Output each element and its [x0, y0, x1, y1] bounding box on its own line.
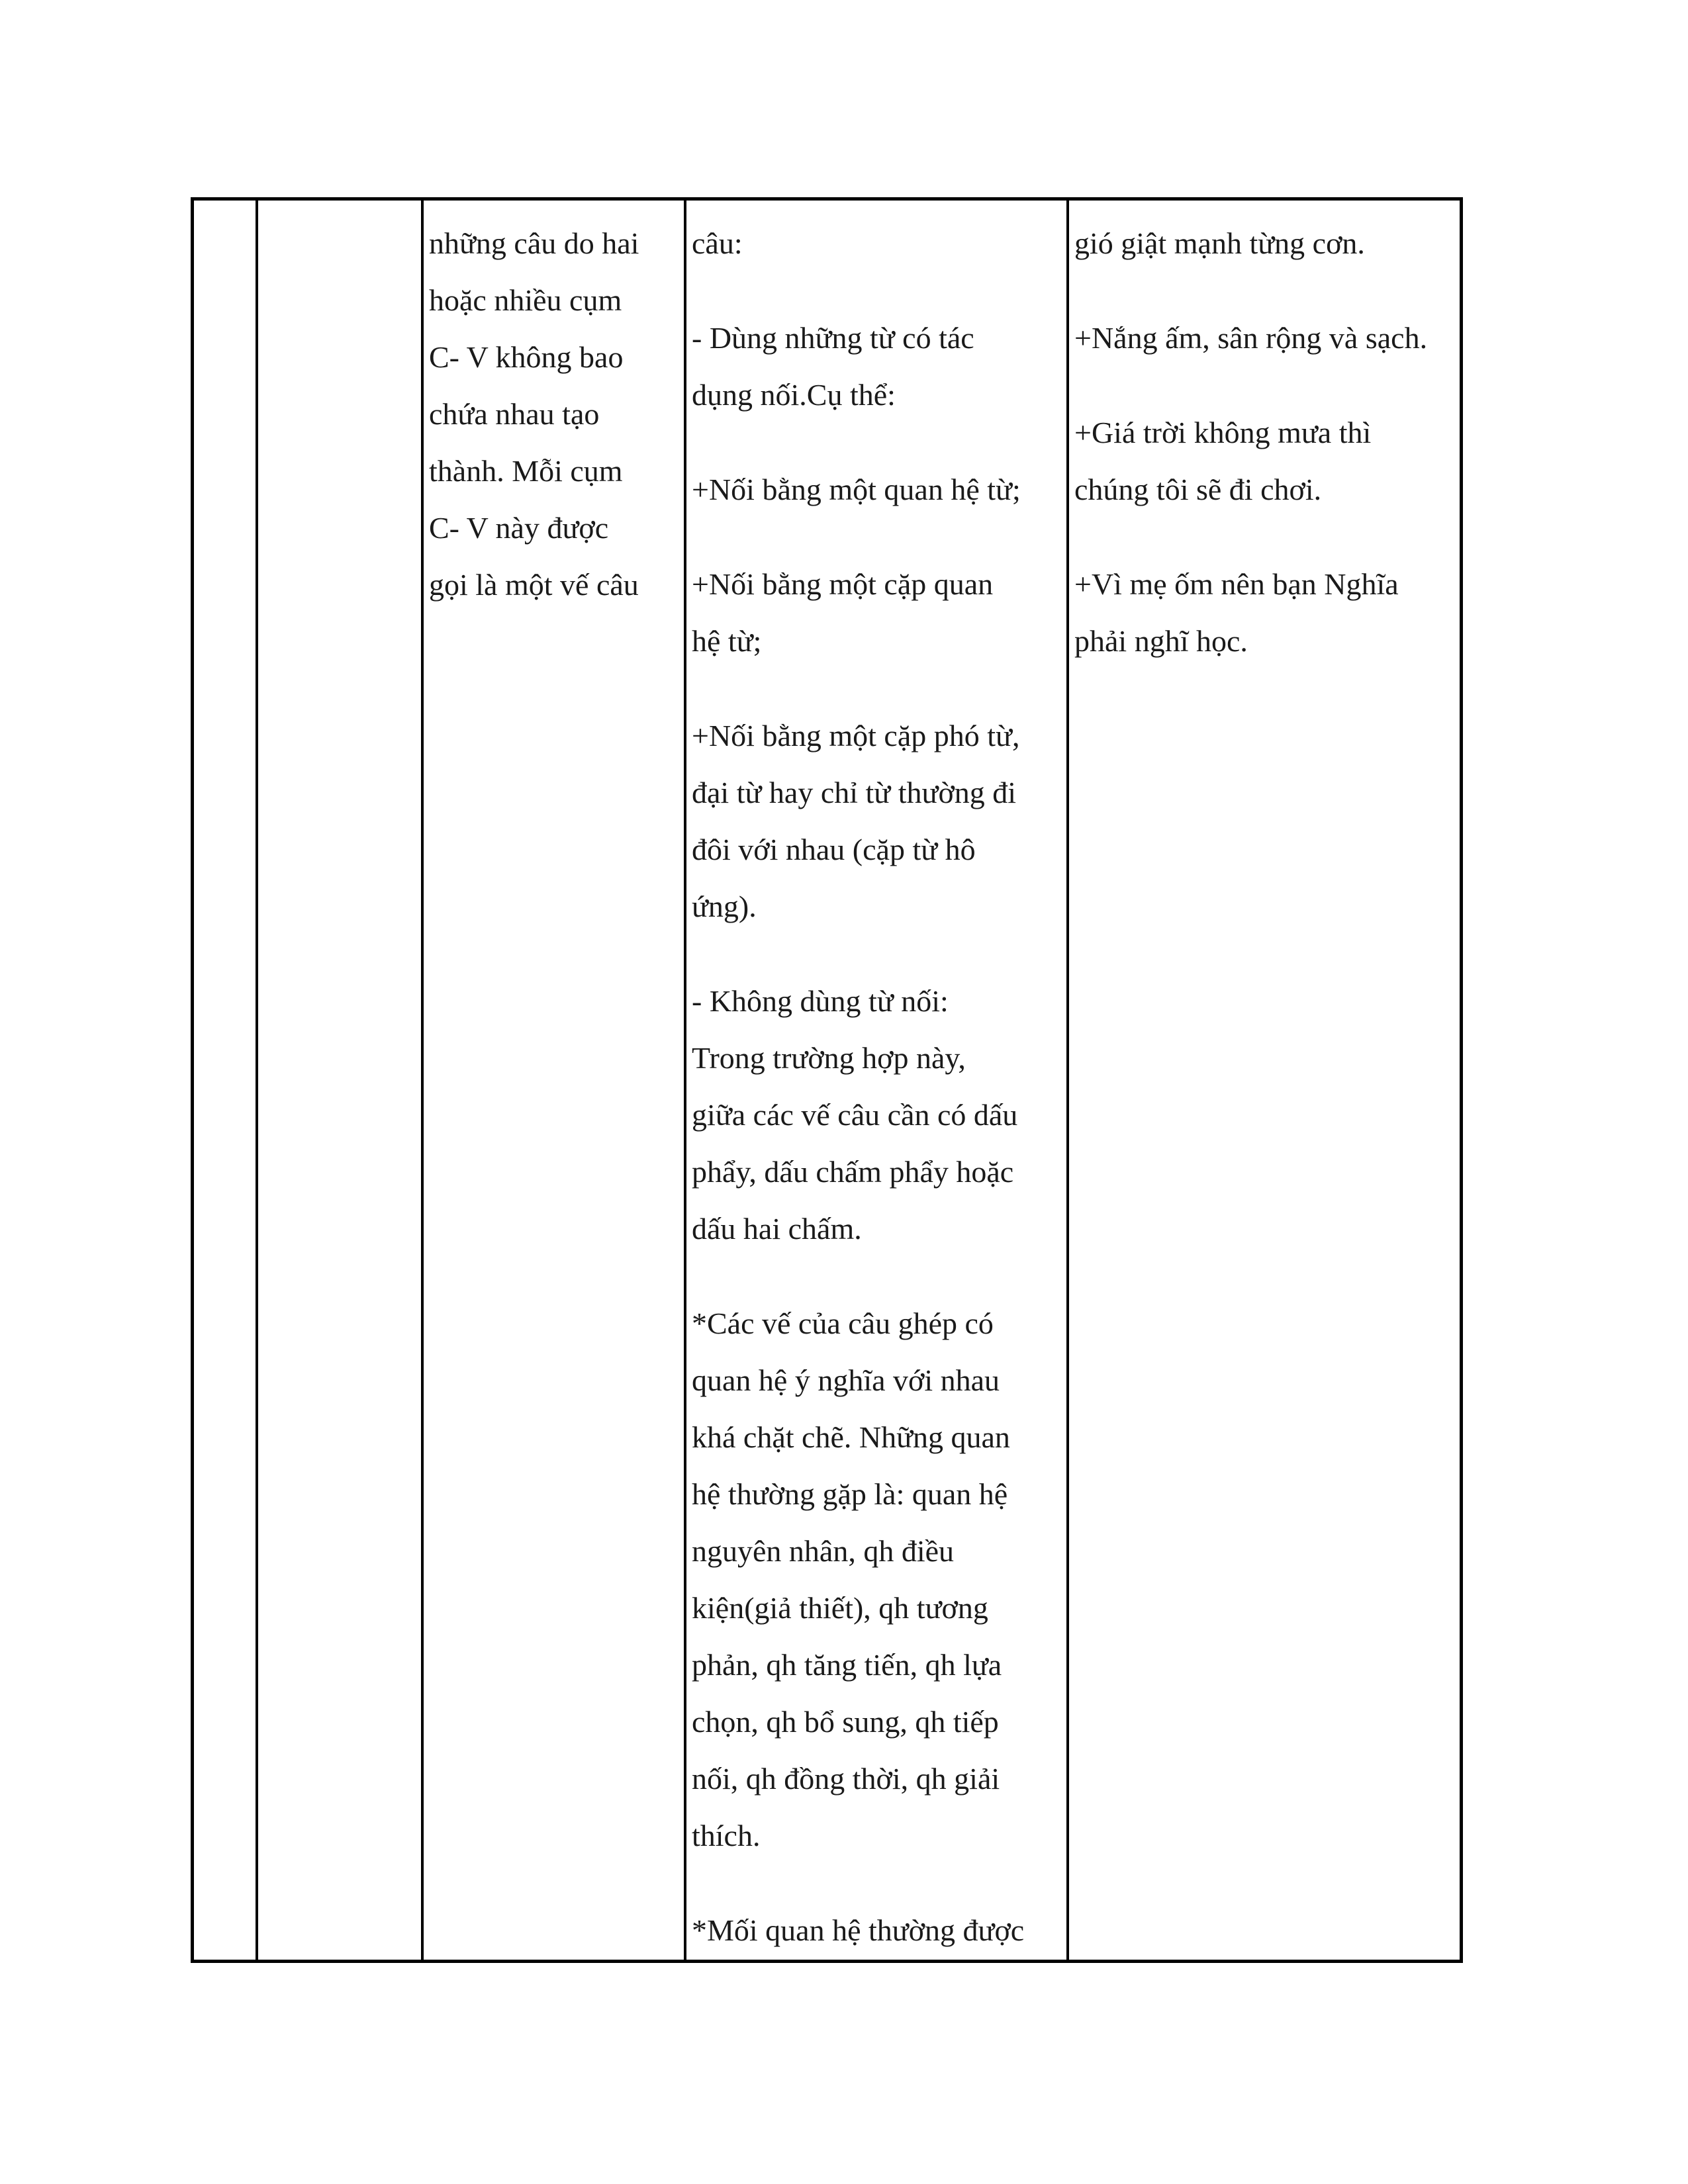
- text-line: chúng tôi sẽ đi chơi.: [1074, 473, 1322, 506]
- paragraph: [692, 310, 1062, 424]
- paragraph: [1074, 310, 1458, 367]
- paragraph: [692, 973, 1062, 1257]
- table-cell-col2: [258, 201, 421, 1960]
- paragraph: [1074, 556, 1458, 670]
- text-line: phẩy, dấu chấm phẩy hoặc: [692, 1155, 1014, 1189]
- text-line: *Mối quan hệ thường được: [692, 1913, 1025, 1947]
- text-line: gió giật mạnh từng cơn.: [1074, 226, 1365, 260]
- paragraph: [692, 556, 1062, 670]
- examples-text: [1074, 215, 1458, 670]
- text-line: phản, qh tăng tiến, qh lựa: [692, 1648, 1002, 1682]
- text-line: +Nối bằng một cặp quan: [692, 567, 994, 601]
- text-line: +Nắng ấm, sân rộng và sạch.: [1074, 321, 1428, 355]
- table-cell-col3: [429, 215, 680, 614]
- text-line: +Vì mẹ ốm nên bạn Nghĩa: [1074, 567, 1399, 601]
- text-line: nguyên nhân, qh điều: [692, 1534, 955, 1568]
- text-line: *Các vế của câu ghép có: [692, 1306, 994, 1340]
- column-divider-2: [421, 201, 424, 1960]
- text-line: thành. Mỗi cụm: [429, 454, 623, 488]
- text-line: đại từ hay chỉ từ thường đi: [692, 776, 1017, 809]
- paragraph: [692, 707, 1062, 935]
- content-table: [191, 197, 1463, 1963]
- text-line: câu:: [692, 226, 743, 260]
- explanation-text: [692, 215, 1062, 1959]
- column-divider-4: [1066, 201, 1069, 1960]
- text-line: - Không dùng từ nối:: [692, 984, 949, 1018]
- text-line: +Giá trời không mưa thì: [1074, 416, 1372, 449]
- text-line: khá chặt chẽ. Những quan: [692, 1420, 1010, 1454]
- text-line: C- V không bao: [429, 340, 624, 374]
- text-line: thích.: [692, 1819, 761, 1852]
- text-line: dụng nối.Cụ thể:: [692, 378, 896, 412]
- text-line: hoặc nhiều cụm: [429, 283, 622, 317]
- text-line: +Nối bằng một cặp phó từ,: [692, 719, 1020, 752]
- text-line: chứa nhau tạo: [429, 397, 600, 431]
- text-line: +Nối bằng một quan hệ từ;: [692, 473, 1021, 506]
- text-line: gọi là một vế câu: [429, 568, 639, 602]
- column-divider-3: [684, 201, 686, 1960]
- paragraph: [692, 215, 1062, 272]
- paragraph: [692, 1902, 1062, 1959]
- table-cell-col5: [1074, 215, 1458, 707]
- text-line: phải nghĩ học.: [1074, 624, 1248, 658]
- text-line: C- V này được: [429, 511, 609, 545]
- text-line: kiện(giả thiết), qh tương: [692, 1591, 988, 1625]
- table-cell-col4: [692, 215, 1062, 1997]
- text-line: đôi với nhau (cặp từ hô: [692, 833, 976, 866]
- text-line: chọn, qh bổ sung, qh tiếp: [692, 1705, 999, 1739]
- paragraph: [1074, 404, 1458, 518]
- paragraph: [1074, 215, 1458, 272]
- paragraph: [692, 461, 1062, 518]
- text-line: ứng).: [692, 889, 757, 923]
- definition-text: [429, 215, 680, 614]
- text-line: - Dùng những từ có tác: [692, 321, 974, 355]
- text-line: dấu hai chấm.: [692, 1212, 862, 1246]
- text-line: giữa các vế câu cần có dấu: [692, 1098, 1018, 1132]
- paragraph: [692, 1295, 1062, 1864]
- text-line: Trong trường hợp này,: [692, 1041, 966, 1075]
- text-line: hệ từ;: [692, 624, 762, 658]
- text-line: nối, qh đồng thời, qh giải: [692, 1762, 1000, 1796]
- text-line: những câu do hai: [429, 226, 639, 260]
- text-line: quan hệ ý nghĩa với nhau: [692, 1363, 1000, 1397]
- table-cell-col1: [194, 201, 256, 1960]
- text-line: hệ thường gặp là: quan hệ: [692, 1477, 1008, 1511]
